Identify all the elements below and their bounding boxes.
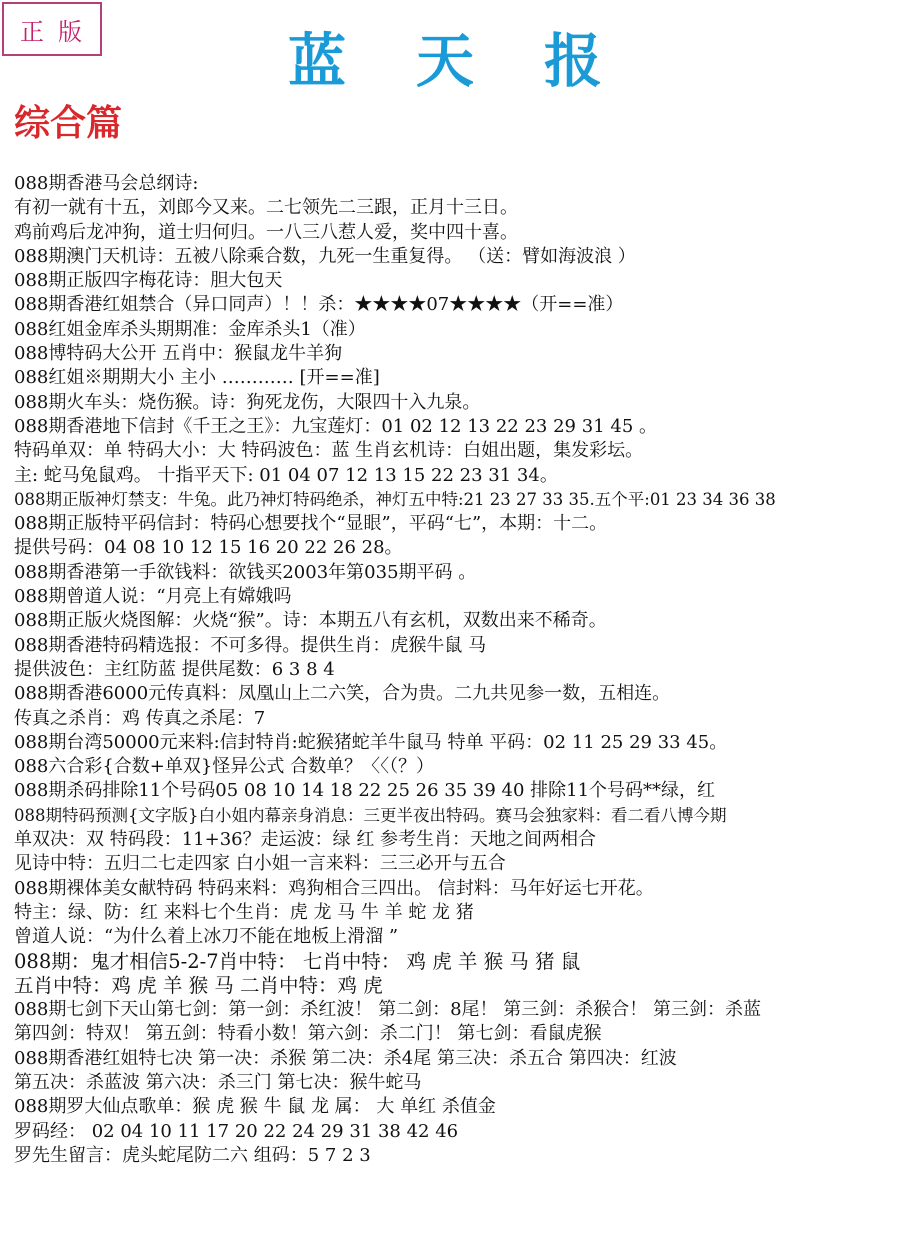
- text-line: 088期杀码排除11个号码05 08 10 14 18 22 25 26 35 39 40 排除11个号码**绿，红: [14, 780, 716, 802]
- text-line: 第五决：杀蓝波 第六决：杀三门 第七决：猴牛蛇马: [14, 1071, 422, 1093]
- text-line: 罗先生留言：虎头蛇尾防二六 组码：5 7 2 3: [14, 1144, 371, 1166]
- article-body: [14, 172, 890, 1168]
- text-line: 088红姐※期期大小 主小 ………… [开==准]: [14, 367, 380, 389]
- text-line: 088期香港第一手欲钱料：欲钱买2003年第035期平码 。: [14, 561, 477, 583]
- text-line: 088期香港红姐禁合（异口同声）！！杀：★★★★07★★★★（开==准）: [14, 294, 624, 316]
- text-line: 088期香港特码精选报：不可多得。提供生肖：虎猴牛鼠 马: [14, 634, 487, 656]
- text-line: 单双决：双 特码段：11+36？走运波：绿 红 参考生肖：天地之间两相合: [14, 829, 597, 851]
- text-line: 088六合彩{合数+单双}怪异公式 合数单？〈〈（？）: [14, 756, 435, 778]
- text-line: 曾道人说：“为什么着上冰刀不能在地板上滑溜 ”: [14, 926, 399, 948]
- text-line: 088期七剑下天山第七剑：第一剑：杀红波！ 第二剑：8尾！ 第三剑：杀猴合！ 第三剑：杀蓝: [14, 999, 761, 1021]
- text-line: 088期特码预测{文字版}白小姐内幕亲身消息：三更半夜出特码。赛马会独家料：看二看八博今期: [14, 805, 727, 825]
- masthead-title: 蓝天报: [287, 27, 672, 95]
- text-line: 特码单双：单 特码大小：大 特码波色：蓝 生肖玄机诗：白姐出题，集发彩坛。: [14, 440, 644, 462]
- text-line: 088博特码大公开 五肖中：猴鼠龙牛羊狗: [14, 343, 343, 365]
- text-line: 088期裸体美女献特码 特码来料：鸡狗相合三四出。 信封料：马年好运七开花。: [14, 877, 654, 899]
- text-line: 主: 蛇马兔鼠鸡。 十指平天下: 01 04 07 12 13 15 22 23 31 34。: [14, 464, 558, 486]
- text-line: 088期罗大仙点歌单：猴 虎 猴 牛 鼠 龙 属： 大 单红 杀值金: [14, 1096, 496, 1118]
- edition-badge: 正版: [2, 2, 102, 56]
- text-line: 鸡前鸡后龙冲狗，道士归何归。一八三八惹人爱，奖中四十喜。: [14, 221, 518, 243]
- text-line: 有初一就有十五，刘郎今又来。二七领先二三跟，正月十三日。: [14, 197, 518, 219]
- text-line: 第四剑：特双！ 第五剑：特看小数！第六剑：杀二门！ 第七剑：看鼠虎猴: [14, 1023, 602, 1045]
- text-line: 088期香港6000元传真料：凤凰山上二六笑，合为贵。二九共见参一数，五相连。: [14, 683, 671, 705]
- text-line: 088期香港红姐特七决 第一决：杀猴 第二决：杀4尾 第三决：杀五合 第四决：红波: [14, 1047, 677, 1069]
- text-line: 088期台湾50000元来料:信封特肖:蛇猴猪蛇羊牛鼠马 特单 平码：02 11 25 29 33 45。: [14, 731, 728, 753]
- text-line: 088期澳门天机诗：五被八除乘合数，九死一生重复得。 （送：臂如海波浪 ）: [14, 245, 636, 267]
- section-title: 综合篇: [14, 102, 123, 144]
- text-line: 传真之杀肖：鸡 传真之杀尾：7: [14, 707, 266, 729]
- text-line: 088期正版四字梅花诗：胆大包天: [14, 270, 283, 292]
- text-line: 见诗中特：五归二七走四家 白小姐一言来料：三三必开与五合: [14, 853, 506, 875]
- text-line: 提供波色：主红防蓝 提供尾数：6 3 8 4: [14, 658, 335, 680]
- text-line: 088红姐金库杀头期期准：金库杀头1（准）: [14, 318, 366, 340]
- text-line: 罗码经： 02 04 10 11 17 20 22 24 29 31 38 42 46: [14, 1120, 459, 1142]
- text-line: 088期曾道人说：“月亮上有嫦娥吗: [14, 586, 292, 608]
- text-line: 提供号码：04 08 10 12 15 16 20 22 26 28。: [14, 537, 403, 559]
- text-line: 088期正版火烧图解：火烧“猴”。诗：本期五八有玄机，双数出来不稀奇。: [14, 610, 607, 632]
- text-line: 088期正版特平码信封：特码心想要找个“显眼”，平码“七”，本期：十二。: [14, 513, 608, 535]
- text-line: 088期正版神灯禁支：牛兔。此乃神灯特码绝杀，神灯五中特:21 23 27 33 35.五个平:01 23 34 36 38: [14, 489, 776, 509]
- text-line: 088期：鬼才相信5-2-7肖中特： 七肖中特： 鸡 虎 羊 猴 马 猪 鼠: [14, 949, 581, 973]
- text-line: 088期香港地下信封《千王之王》：九宝莲灯：01 02 12 13 22 23 29 31 45 。: [14, 415, 657, 437]
- text-line: 五肖中特：鸡 虎 羊 猴 马 二肖中特：鸡 虎: [14, 973, 383, 997]
- text-line: 088期火车头：烧伤猴。诗：狗死龙伤，大限四十入九泉。: [14, 391, 481, 413]
- text-line: 特主：绿、防：红 来料七个生肖：虎 龙 马 牛 羊 蛇 龙 猪: [14, 901, 474, 923]
- text-line: 088期香港马会总纲诗:: [14, 173, 199, 194]
